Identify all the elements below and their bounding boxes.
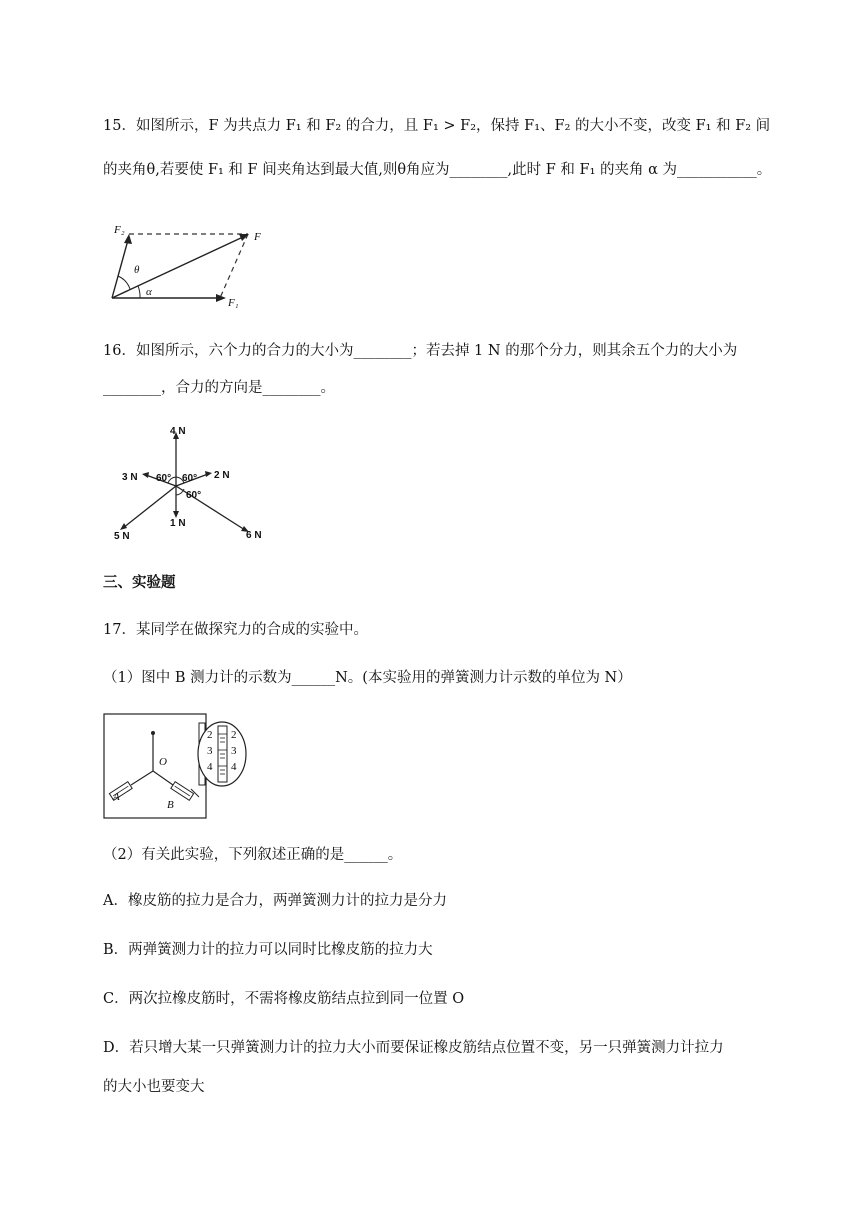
q17-scale-right-2: 2	[231, 729, 237, 741]
q16-angle-left: 60°	[156, 473, 172, 484]
q15-f2-vector	[112, 240, 128, 298]
q15-f2-arrowhead	[124, 234, 132, 244]
q16-label-4n: 4 N	[170, 426, 186, 437]
q17-scale-left-4: 4	[207, 761, 213, 773]
q16-label-2n: 2 N	[214, 470, 230, 481]
q17-string-b	[153, 771, 173, 785]
q15-text-line1: 15．如图所示，F 为共点力 F₁ 和 F₂ 的合力，且 F₁ > F₂，保持 F₁、F₂ 的大小不变，改变 F₁ 和 F₂ 间	[103, 118, 771, 134]
q16-angle-right: 60°	[182, 473, 198, 484]
q17-scale-left-3: 3	[207, 745, 213, 757]
q16-label-3n: 3 N	[122, 472, 138, 483]
q17-intro: 17．某同学在做探究力的合成的实验中。	[103, 622, 368, 638]
q15-label-theta: θ	[134, 264, 140, 276]
q17-part2: （2）有关此实验，下列叙述正确的是______。	[103, 847, 403, 863]
q15-dashed-right	[220, 234, 248, 298]
q15-theta-arc	[118, 276, 130, 289]
q17-label-b: B	[167, 799, 174, 811]
q17-spring-scale-figure	[103, 713, 207, 819]
q16-six-forces-figure	[110, 422, 270, 542]
q16-text-line1: 16．如图所示，六个力的合力的大小为________；若去掉 1 N 的那个分力，则其余五个力的大小为	[103, 343, 738, 359]
q17-option-d-line1: D．若只增大某一只弹簧测力计的拉力大小而要保证橡皮筋结点位置不变，另一只弹簧测力计拉力	[103, 1040, 724, 1056]
q16-arrowhead-1n	[173, 511, 179, 518]
q16-arrowhead-2n	[205, 471, 212, 477]
q15-label-alpha: α	[146, 286, 152, 298]
q16-text-line2: ________，合力的方向是________。	[103, 380, 335, 396]
q16-label-6n: 6 N	[246, 530, 262, 541]
q15-parallelogram-figure	[108, 218, 278, 310]
q17-option-c: C．两次拉橡皮筋时，不需将橡皮筋结点拉到同一位置 O	[103, 991, 465, 1007]
q17-label-a: A	[113, 791, 120, 803]
q15-alpha-arc	[138, 286, 140, 298]
q16-force-5n	[123, 486, 176, 528]
q17-spring-scale-b	[171, 782, 194, 801]
q17-label-o: O	[159, 756, 167, 768]
q17-option-d-line2: 的大小也要变大	[103, 1079, 205, 1095]
q17-option-b: B．两弹簧测力计的拉力可以同时比橡皮筋的拉力大	[103, 942, 433, 958]
q17-scale-right-3: 3	[231, 745, 237, 757]
q16-arrowhead-5n	[120, 523, 127, 530]
q17-option-a: A．橡皮筋的拉力是合力，两弹簧测力计的拉力是分力	[103, 893, 447, 909]
q15-label-f2: F₂	[114, 224, 125, 236]
q15-f-vector	[112, 237, 243, 298]
q17-scale-left-2: 2	[207, 729, 213, 741]
q16-label-5n: 5 N	[114, 531, 130, 542]
q16-arrowhead-3n	[142, 472, 149, 478]
q17-scale-reading-inset	[196, 720, 250, 788]
q17-string-a	[131, 771, 153, 785]
q16-label-1n: 1 N	[170, 518, 186, 529]
q15-label-f: F	[254, 231, 261, 243]
q15-text-line2: 的夹角θ,若要使 F₁ 和 F 间夹角达到最大值,则θ角应为________,此时 F 和 F₁ 的夹角 α 为___________。	[103, 162, 772, 178]
q17-part1: （1）图中 B 测力计的示数为______N。(本实验用的弹簧测力计示数的单位为 N）	[103, 670, 632, 686]
q16-angle-lower: 60°	[186, 490, 202, 501]
q17-scale-right-4: 4	[231, 761, 237, 773]
q15-label-f1: F₁	[228, 297, 239, 309]
section-title-experiments: 三、实验题	[103, 574, 176, 591]
q15-f-arrowhead	[239, 234, 249, 241]
